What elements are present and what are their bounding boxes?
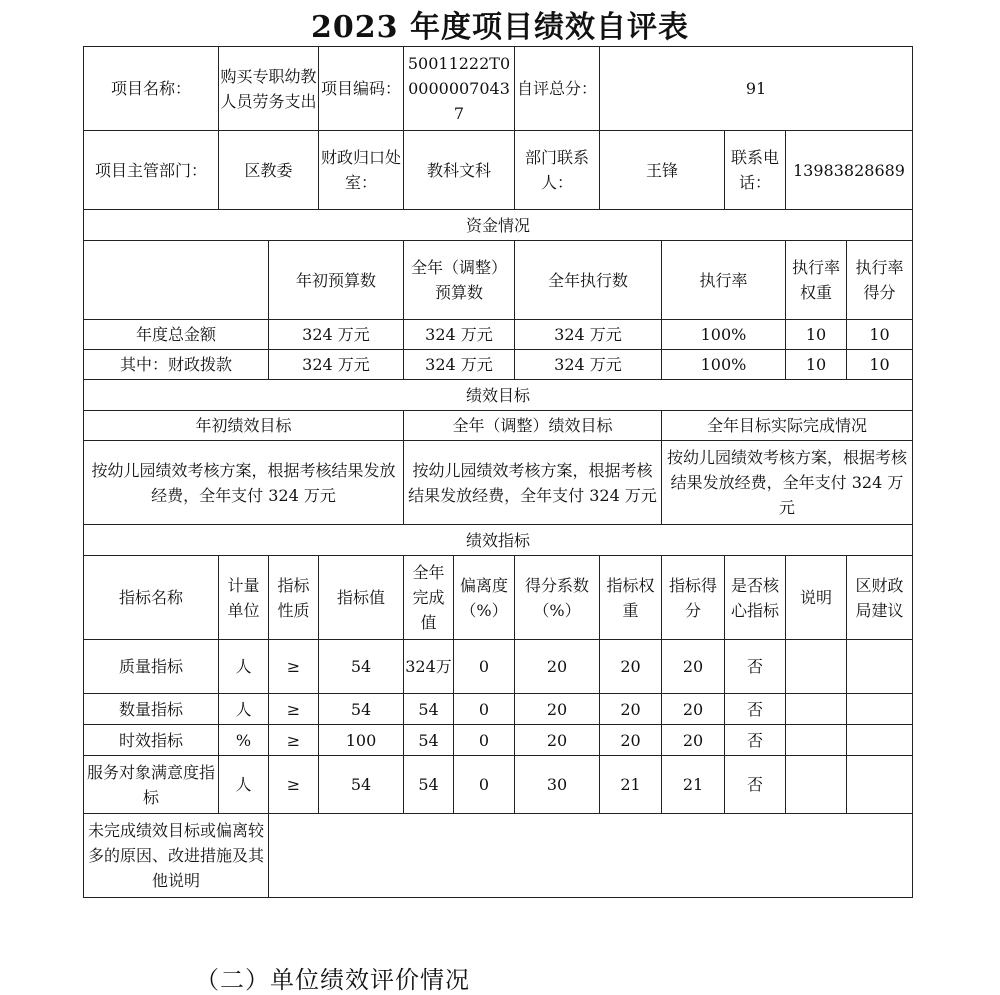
funds-cell: 100% bbox=[662, 350, 786, 380]
indicator-nature: ≥ bbox=[269, 756, 319, 814]
funds-cell: 10 bbox=[847, 350, 913, 380]
indicators-section-title: 绩效指标 bbox=[84, 525, 913, 556]
goals-section-title: 绩效目标 bbox=[84, 380, 913, 411]
indicator-coefficient: 30 bbox=[515, 756, 600, 814]
remarks-label: 未完成绩效目标或偏离较多的原因、改进措施及其他说明 bbox=[84, 814, 269, 898]
indicator-header: 全年完成值 bbox=[404, 556, 454, 640]
funds-row-label: 年度总金额 bbox=[84, 320, 269, 350]
indicator-weight: 20 bbox=[600, 640, 662, 694]
indicator-unit: 人 bbox=[219, 694, 269, 725]
funds-header: 全年执行数 bbox=[515, 241, 662, 320]
indicator-done: 54 bbox=[404, 694, 454, 725]
funds-header-blank bbox=[84, 241, 269, 320]
self-score: 91 bbox=[600, 47, 913, 131]
indicator-done: 54 bbox=[404, 725, 454, 756]
goals-header: 全年目标实际完成情况 bbox=[662, 411, 913, 441]
indicator-nature: ≥ bbox=[269, 725, 319, 756]
funds-row bbox=[84, 320, 913, 350]
indicator-unit: 人 bbox=[219, 640, 269, 694]
goals-header: 年初绩效目标 bbox=[84, 411, 404, 441]
finance-office: 教科文科 bbox=[404, 131, 515, 210]
funds-header: 执行率 bbox=[662, 241, 786, 320]
indicator-header: 得分系数（%） bbox=[515, 556, 600, 640]
remarks-value bbox=[269, 814, 913, 898]
indicator-value: 54 bbox=[319, 694, 404, 725]
funds-header: 执行率权重 bbox=[786, 241, 847, 320]
indicator-advice bbox=[847, 694, 913, 725]
funds-section-title: 资金情况 bbox=[84, 210, 913, 241]
indicator-note bbox=[786, 725, 847, 756]
performance-table bbox=[83, 46, 913, 898]
goal-actual: 按幼儿园绩效考核方案，根据考核结果发放经费，全年支付 324 万元 bbox=[662, 441, 913, 525]
indicator-deviation: 0 bbox=[454, 640, 515, 694]
project-code: 50011222T000000070437 bbox=[404, 47, 515, 131]
indicator-score: 20 bbox=[662, 694, 725, 725]
funds-cell: 10 bbox=[847, 320, 913, 350]
finance-label: 财政归口处室： bbox=[319, 131, 404, 210]
indicator-header: 指标值 bbox=[319, 556, 404, 640]
funds-row-label: 其中：财政拨款 bbox=[84, 350, 269, 380]
indicator-weight: 20 bbox=[600, 725, 662, 756]
page-title: 2023 年度项目绩效自评表 bbox=[311, 10, 689, 45]
indicator-note bbox=[786, 694, 847, 725]
indicator-advice bbox=[847, 756, 913, 814]
indicator-header: 指标得分 bbox=[662, 556, 725, 640]
contact-label: 部门联系人： bbox=[515, 131, 600, 210]
dept-label: 项目主管部门： bbox=[84, 131, 219, 210]
indicator-score: 21 bbox=[662, 756, 725, 814]
phone-label: 联系电话： bbox=[725, 131, 786, 210]
funds-cell: 324 万元 bbox=[404, 350, 515, 380]
funds-cell: 10 bbox=[786, 350, 847, 380]
indicator-coefficient: 20 bbox=[515, 725, 600, 756]
section-heading: （二）单位绩效评价情况 bbox=[195, 966, 470, 994]
indicator-deviation: 0 bbox=[454, 756, 515, 814]
indicator-score: 20 bbox=[662, 640, 725, 694]
indicator-value: 54 bbox=[319, 756, 404, 814]
indicator-note bbox=[786, 756, 847, 814]
indicator-header: 区财政局建议 bbox=[847, 556, 913, 640]
indicator-header: 偏离度（%） bbox=[454, 556, 515, 640]
indicator-header: 指标性质 bbox=[269, 556, 319, 640]
goal-adjusted: 按幼儿园绩效考核方案，根据考核结果发放经费，全年支付 324 万元 bbox=[404, 441, 662, 525]
indicator-advice bbox=[847, 725, 913, 756]
indicator-row bbox=[84, 694, 913, 725]
indicator-name: 质量指标 bbox=[84, 640, 219, 694]
indicator-weight: 20 bbox=[600, 694, 662, 725]
indicator-header: 是否核心指标 bbox=[725, 556, 786, 640]
indicator-core: 否 bbox=[725, 725, 786, 756]
indicator-header: 指标权重 bbox=[600, 556, 662, 640]
indicator-header: 说明 bbox=[786, 556, 847, 640]
funds-cell: 324 万元 bbox=[404, 320, 515, 350]
indicator-score: 20 bbox=[662, 725, 725, 756]
indicator-name: 服务对象满意度指标 bbox=[84, 756, 219, 814]
goal-initial: 按幼儿园绩效考核方案，根据考核结果发放经费，全年支付 324 万元 bbox=[84, 441, 404, 525]
project-name: 购买专职幼教人员劳务支出 bbox=[219, 47, 319, 131]
indicator-value: 54 bbox=[319, 640, 404, 694]
indicator-name: 时效指标 bbox=[84, 725, 219, 756]
indicator-unit: % bbox=[219, 725, 269, 756]
funds-row bbox=[84, 350, 913, 380]
goals-header: 全年（调整）绩效目标 bbox=[404, 411, 662, 441]
indicator-row bbox=[84, 640, 913, 694]
funds-header: 全年（调整）预算数 bbox=[404, 241, 515, 320]
indicator-row bbox=[84, 725, 913, 756]
indicator-core: 否 bbox=[725, 756, 786, 814]
indicator-done: 324万 bbox=[404, 640, 454, 694]
indicator-weight: 21 bbox=[600, 756, 662, 814]
indicator-coefficient: 20 bbox=[515, 694, 600, 725]
indicator-nature: ≥ bbox=[269, 640, 319, 694]
funds-cell: 324 万元 bbox=[515, 320, 662, 350]
indicator-value: 100 bbox=[319, 725, 404, 756]
self-score-label: 自评总分： bbox=[515, 47, 600, 131]
indicator-header: 计量单位 bbox=[219, 556, 269, 640]
project-name-label: 项目名称： bbox=[84, 47, 219, 131]
dept: 区教委 bbox=[219, 131, 319, 210]
indicator-row bbox=[84, 756, 913, 814]
funds-header: 年初预算数 bbox=[269, 241, 404, 320]
indicator-unit: 人 bbox=[219, 756, 269, 814]
funds-cell: 10 bbox=[786, 320, 847, 350]
indicator-coefficient: 20 bbox=[515, 640, 600, 694]
contact-person: 王锋 bbox=[600, 131, 725, 210]
funds-cell: 324 万元 bbox=[269, 320, 404, 350]
indicator-done: 54 bbox=[404, 756, 454, 814]
indicator-deviation: 0 bbox=[454, 725, 515, 756]
funds-cell: 324 万元 bbox=[269, 350, 404, 380]
phone-number: 13983828689 bbox=[786, 131, 913, 210]
indicator-core: 否 bbox=[725, 640, 786, 694]
indicator-advice bbox=[847, 640, 913, 694]
indicator-note bbox=[786, 640, 847, 694]
project-code-label: 项目编码： bbox=[319, 47, 404, 131]
indicator-name: 数量指标 bbox=[84, 694, 219, 725]
funds-cell: 324 万元 bbox=[515, 350, 662, 380]
funds-header: 执行率得分 bbox=[847, 241, 913, 320]
indicator-nature: ≥ bbox=[269, 694, 319, 725]
indicator-header: 指标名称 bbox=[84, 556, 219, 640]
funds-cell: 100% bbox=[662, 320, 786, 350]
indicator-core: 否 bbox=[725, 694, 786, 725]
indicator-deviation: 0 bbox=[454, 694, 515, 725]
